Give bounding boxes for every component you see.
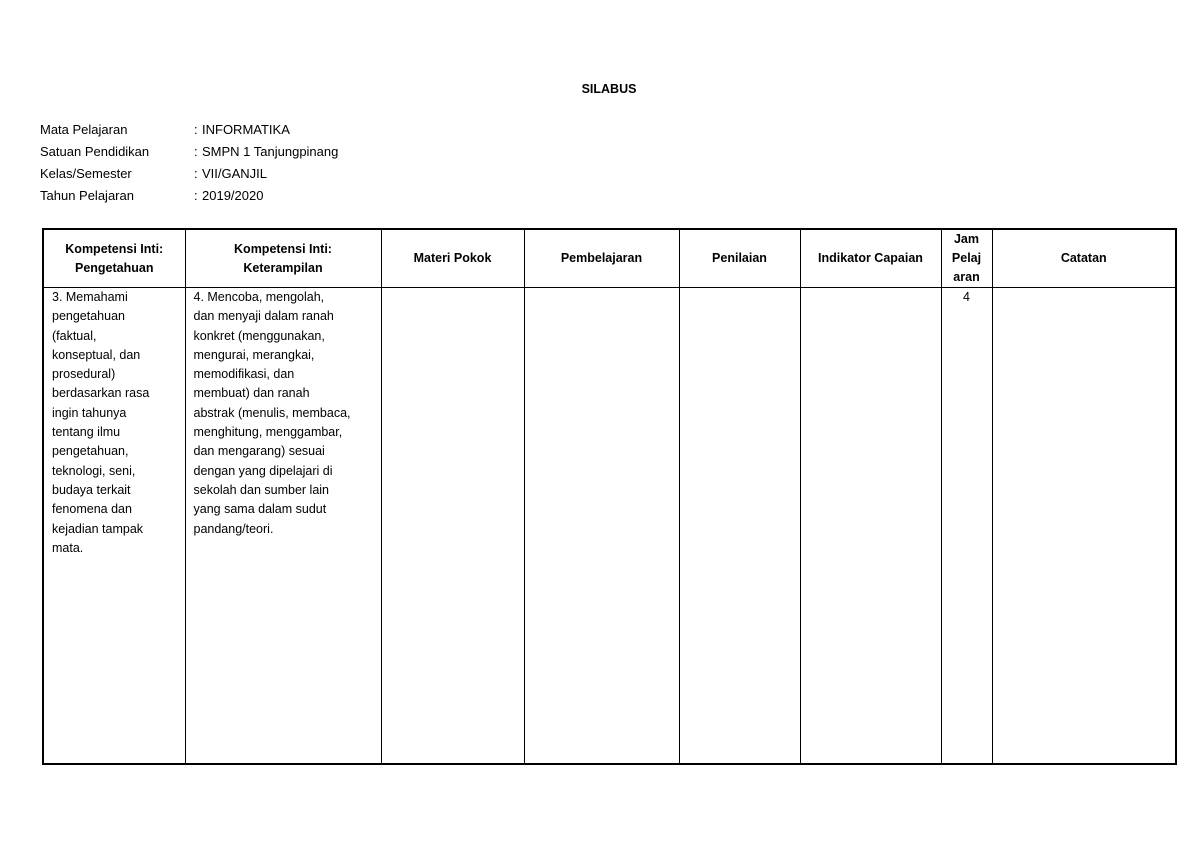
text-line: teknologi, seni, — [52, 463, 136, 478]
info-value: INFORMATIKA — [202, 122, 290, 137]
text-line: menghitung, menggambar, — [193, 425, 343, 440]
header-line: Kompetensi Inti: — [65, 241, 164, 256]
text-line: pengetahuan, — [52, 444, 129, 459]
text-line: mata. — [52, 540, 84, 555]
text-line: memodifikasi, dan — [193, 367, 295, 382]
table-row — [43, 288, 1176, 765]
cell-ki-keterampilan — [185, 288, 381, 765]
header-pembelajaran: Pembelajaran — [524, 229, 679, 288]
info-separator: : — [194, 166, 198, 181]
text-line: berdasarkan rasa — [52, 386, 150, 401]
header-jam-pelajaran — [941, 229, 992, 288]
text-line: ingin tahunya — [52, 405, 127, 420]
info-label: Mata Pelajaran — [40, 122, 128, 137]
header-materi-pokok: Materi Pokok — [381, 229, 524, 288]
header-line: aran — [953, 270, 980, 284]
text-line: 4. Mencoba, mengolah, — [193, 290, 325, 304]
cell-materi-pokok — [381, 288, 524, 765]
text-line: tentang ilmu — [52, 425, 121, 440]
text-line: membuat) dan ranah — [193, 386, 310, 401]
cell-ki-pengetahuan — [43, 288, 185, 765]
info-row-kelas-semester — [40, 163, 338, 185]
header-line: Kompetensi Inti: — [234, 241, 332, 256]
info-value: VII/GANJIL — [202, 166, 268, 181]
text-line: abstrak (menulis, membaca, — [193, 405, 351, 420]
info-row-tahun-pelajaran — [40, 185, 338, 207]
text-line: fenomena dan — [52, 502, 132, 517]
header-ki-pengetahuan — [43, 229, 185, 288]
header-line: Pelaj — [951, 251, 982, 265]
header-line: Jam — [953, 232, 980, 246]
text-line: prosedural) — [52, 367, 116, 382]
text-line: pengetahuan — [52, 309, 125, 324]
page-title: SILABUS — [581, 82, 637, 96]
text-line: sekolah dan sumber lain — [193, 482, 329, 497]
table-header-row — [43, 229, 1176, 288]
document-info — [40, 119, 338, 207]
header-indikator-capaian: Indikator Capaian — [800, 229, 941, 288]
info-label: Kelas/Semester — [40, 166, 132, 181]
text-line: dengan yang dipelajari di — [193, 463, 333, 478]
info-row-mata-pelajaran — [40, 119, 338, 141]
header-line: Pengetahuan — [75, 260, 154, 275]
cell-pembelajaran — [524, 288, 679, 765]
text-line: dan mengarang) sesuai — [193, 444, 325, 459]
cell-jam-pelajaran: 4 — [941, 288, 992, 765]
header-catatan: Catatan — [992, 229, 1176, 288]
text-line: budaya terkait — [52, 482, 131, 497]
info-value: 2019/2020 — [202, 188, 264, 203]
text-line: konseptual, dan — [52, 347, 141, 362]
header-ki-keterampilan — [185, 229, 381, 288]
cell-indikator-capaian — [800, 288, 941, 765]
text-line: 3. Memahami — [52, 290, 128, 304]
text-line: dan menyaji dalam ranah — [193, 309, 334, 324]
info-separator: : — [194, 188, 198, 203]
header-penilaian: Penilaian — [679, 229, 800, 288]
info-label: Tahun Pelajaran — [40, 188, 134, 203]
info-label: Satuan Pendidikan — [40, 144, 150, 159]
cell-penilaian — [679, 288, 800, 765]
syllabus-table — [42, 228, 1177, 765]
info-row-satuan-pendidikan — [40, 141, 338, 163]
text-line: yang sama dalam sudut — [193, 502, 327, 517]
info-separator: : — [194, 144, 198, 159]
info-value: SMPN 1 Tanjungpinang — [202, 144, 339, 159]
info-separator: : — [194, 122, 198, 137]
text-line: mengurai, merangkai, — [193, 347, 315, 362]
header-line: Keterampilan — [243, 260, 323, 275]
text-line: kejadian tampak — [52, 521, 144, 536]
text-line: konkret (menggunakan, — [193, 328, 325, 343]
text-line: (faktual, — [52, 328, 97, 343]
cell-catatan — [992, 288, 1176, 765]
text-line: pandang/teori. — [193, 521, 274, 536]
